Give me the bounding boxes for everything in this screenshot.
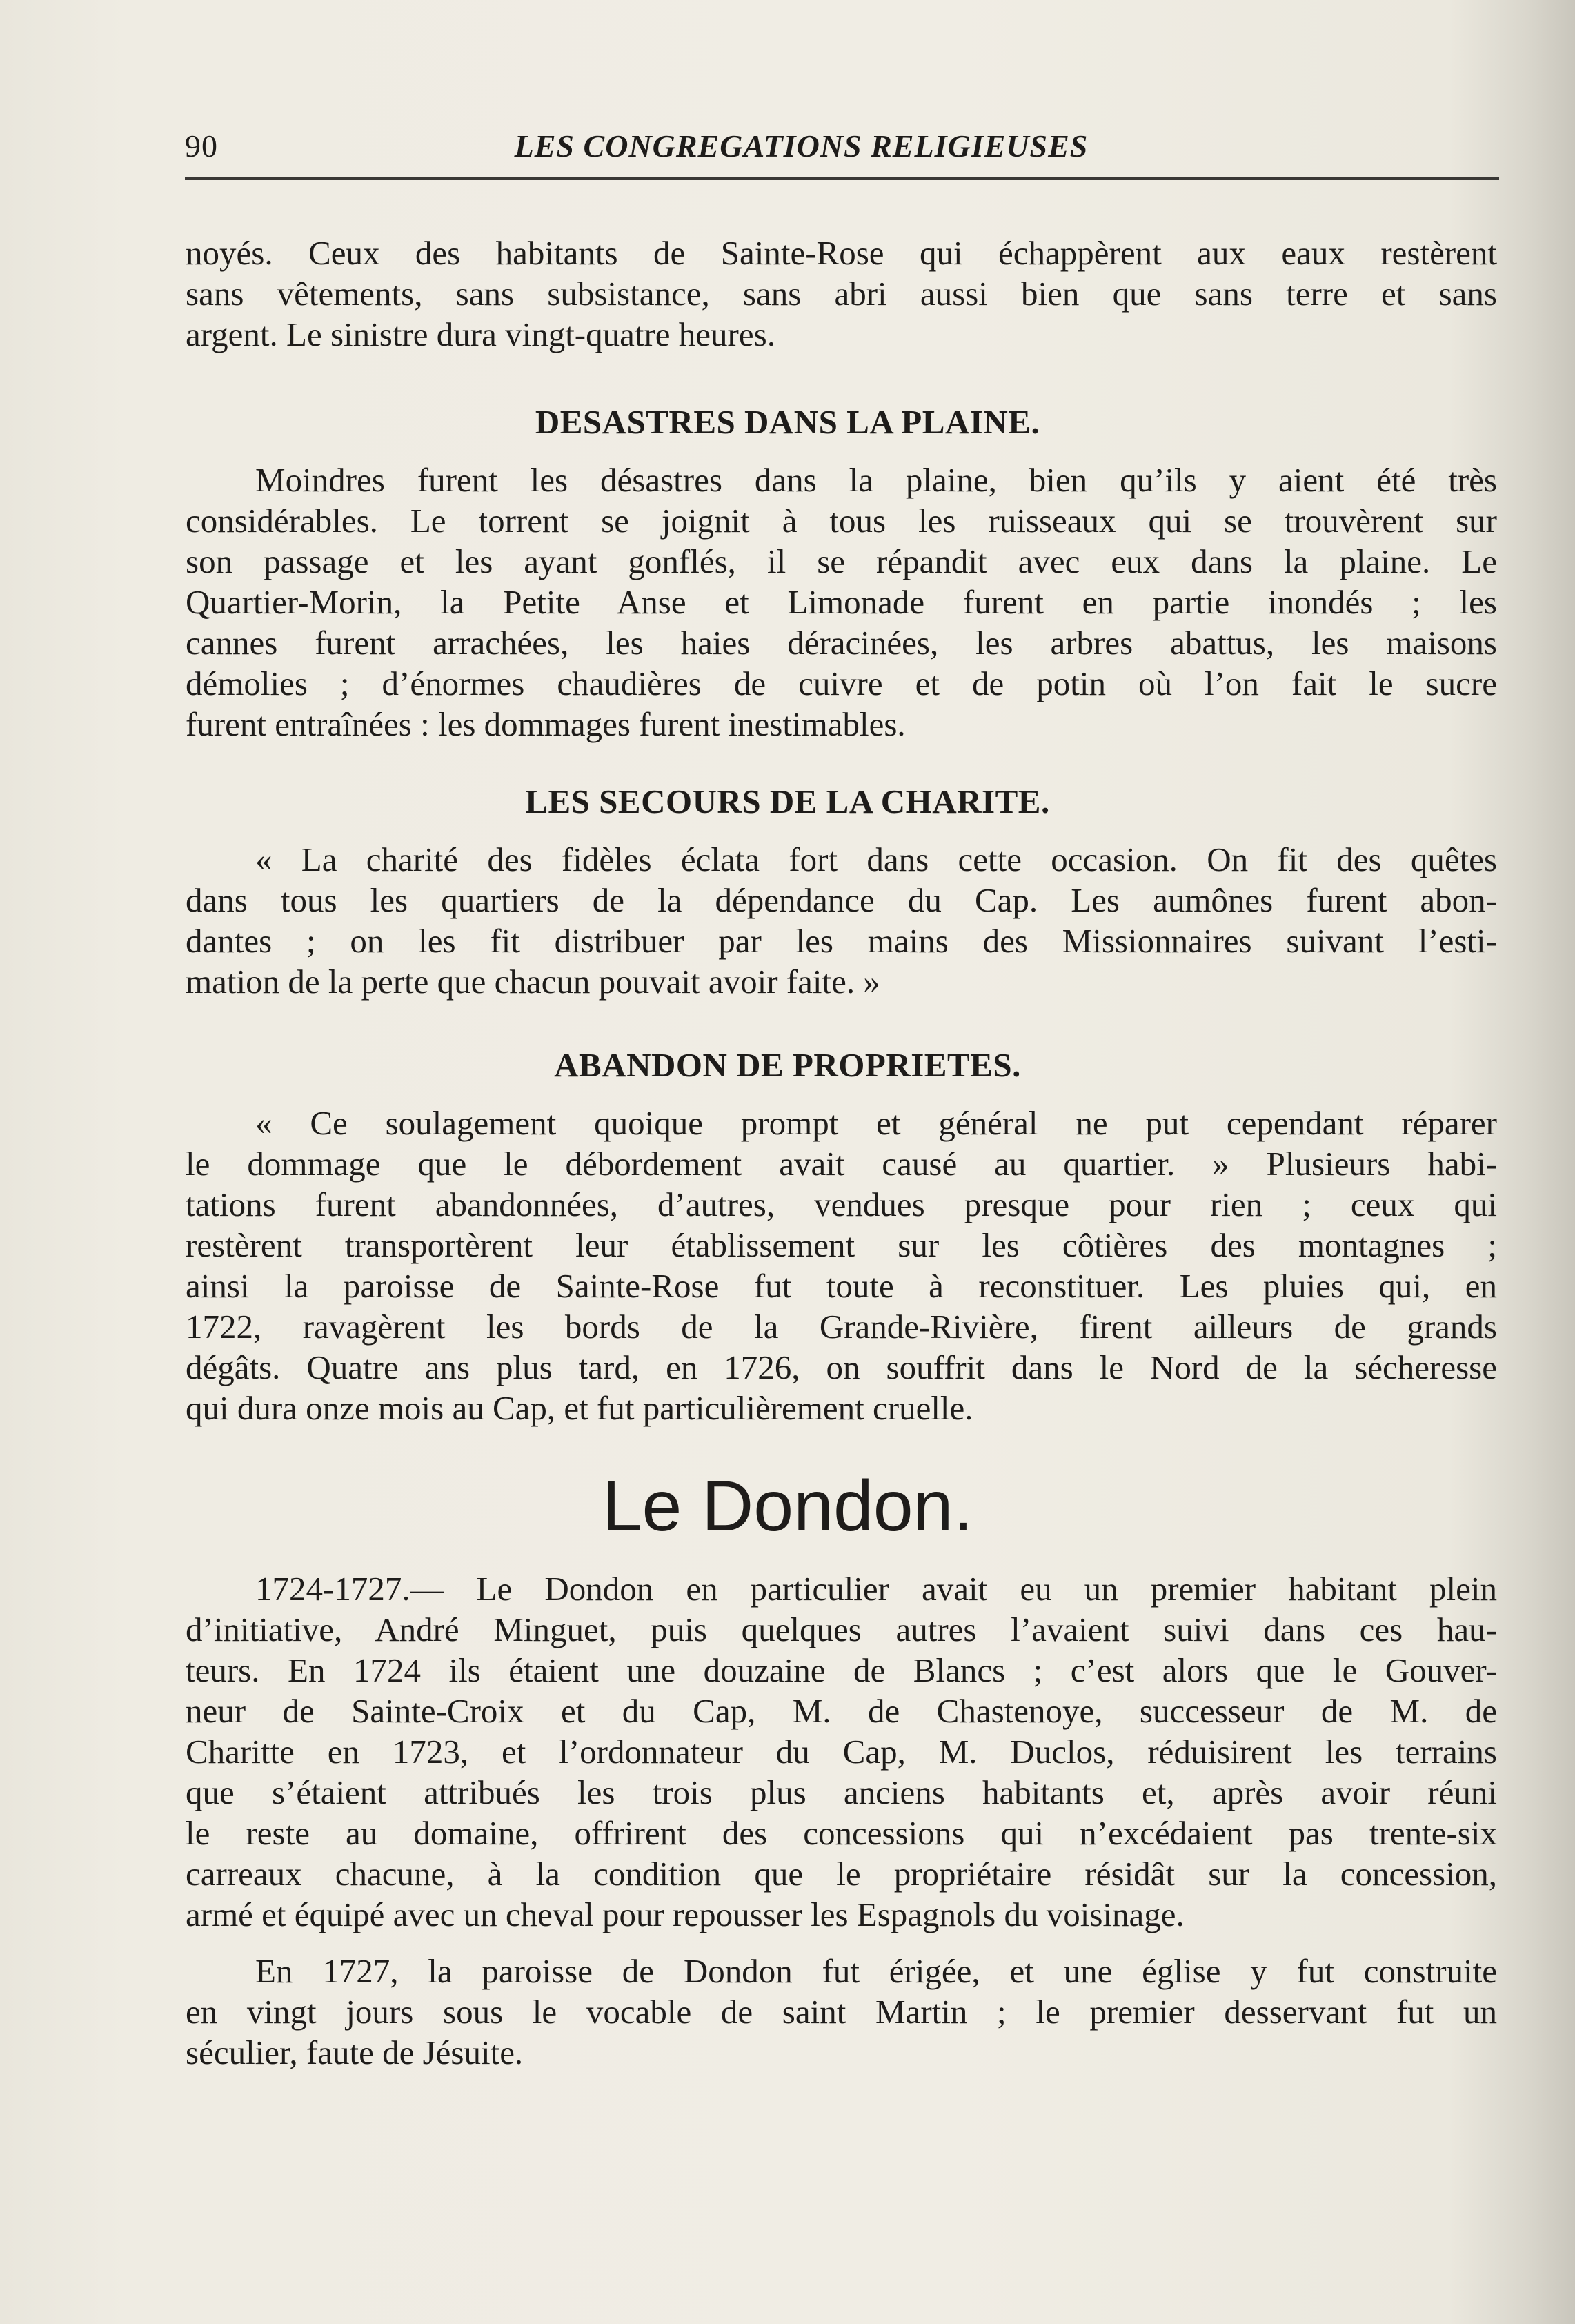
text-line: son passage et les ayant gonflés, il se répandit avec eux dans la plaine. Le <box>186 542 1497 580</box>
text-line: noyés. Ceux des habitants de Sainte-Rose qui échappèrent aux eaux restèrent <box>186 234 1497 272</box>
text-line: que s’étaient attribués les trois plus anciens habitants et, après avoir réuni <box>186 1773 1497 1811</box>
text-line: d’initiative, André Minguet, puis quelques autres l’avaient suivi dans ces hau- <box>186 1611 1497 1648</box>
text-line: le dommage que le débordement avait causé au quartier. » Plusieurs habi- <box>186 1145 1497 1183</box>
paragraph <box>186 1951 1497 2073</box>
text-line: Charitte en 1723, et l’ordonnateur du Cap, M. Duclos, réduisirent les terrains <box>186 1733 1497 1771</box>
paragraph <box>186 1103 1497 1428</box>
text-line: carreaux chacune, à la condition que le propriétaire résidât sur la concession, <box>186 1855 1497 1893</box>
text-line: En 1727, la paroisse de Dondon fut érigée, et une église y fut construite <box>255 1952 1497 1990</box>
paragraph <box>186 839 1497 1002</box>
text-line: Moindres furent les désastres dans la plaine, bien qu’ils y aient été très <box>255 461 1497 499</box>
text-line: « La charité des fidèles éclata fort dans cette occasion. On fit des quêtes <box>255 840 1497 878</box>
text-line: mation de la perte que chacun pouvait avoir faite. » <box>186 963 880 1001</box>
paragraph <box>186 1568 1497 1935</box>
text-line: le reste au domaine, offrirent des concessions qui n’excédaient pas trente-six <box>186 1814 1497 1852</box>
text-line: qui dura onze mois au Cap, et fut particulièrement cruelle. <box>186 1389 973 1427</box>
section-heading: ABANDON DE PROPRIETES. <box>554 1046 1021 1084</box>
page-number: 90 <box>185 128 218 164</box>
text-line: furent entraînées : les dommages furent inestimables. <box>186 705 906 743</box>
text-line: dantes ; on les fit distribuer par les mains des Missionnaires suivant l’esti- <box>186 922 1497 960</box>
paragraph <box>186 233 1497 355</box>
text-line: Quartier-Morin, la Petite Anse et Limonade furent en partie inondés ; les <box>186 583 1497 621</box>
text-line: dans tous les quartiers de la dépendance du Cap. Les aumônes furent abon- <box>186 881 1497 919</box>
text-line: restèrent transportèrent leur établissement sur les côtières des montagnes ; <box>186 1226 1497 1264</box>
text-line: cannes furent arrachées, les haies déracinées, les arbres abattus, les maisons <box>186 624 1497 662</box>
text-line: ainsi la paroisse de Sainte-Rose fut toute à reconstituer. Les pluies qui, en <box>186 1267 1497 1305</box>
text-line: 1724-1727.— Le Dondon en particulier avait eu un premier habitant plein <box>255 1570 1497 1608</box>
header-rule <box>185 177 1499 180</box>
text-line: en vingt jours sous le vocable de saint Martin ; le premier desservant fut un <box>186 1993 1497 2031</box>
text-line: teurs. En 1724 ils étaient une douzaine de Blancs ; c’est alors que le Gouver- <box>186 1651 1497 1689</box>
text-line: séculier, faute de Jésuite. <box>186 2034 524 2071</box>
section-heading: DESASTRES DANS LA PLAINE. <box>535 403 1040 441</box>
text-line: sans vêtements, sans subsistance, sans abri aussi bien que sans terre et sans <box>186 275 1497 313</box>
text-line: dégâts. Quatre ans plus tard, en 1726, on souffrit dans le Nord de la sécheresse <box>186 1348 1497 1386</box>
text-line: armé et équipé avec un cheval pour repousser les Espagnols du voisinage. <box>186 1895 1185 1933</box>
text-line: 1722, ravagèrent les bords de la Grande-Rivière, firent ailleurs de grands <box>186 1308 1497 1346</box>
chapter-title: Le Dondon. <box>602 1466 973 1546</box>
text-line: argent. Le sinistre dura vingt-quatre heures. <box>186 315 775 353</box>
text-line: tations furent abandonnées, d’autres, vendues presque pour rien ; ceux qui <box>186 1185 1497 1223</box>
text-line: « Ce soulagement quoique prompt et général ne put cependant réparer <box>255 1104 1497 1142</box>
section-heading: LES SECOURS DE LA CHARITE. <box>525 782 1050 820</box>
text-line: considérables. Le torrent se joignit à tous les ruisseaux qui se trouvèrent sur <box>186 502 1497 540</box>
running-title: LES CONGREGATIONS RELIGIEUSES <box>514 128 1089 164</box>
paragraph <box>186 460 1497 745</box>
text-line: démolies ; d’énormes chaudières de cuivre et de potin où l’on fait le sucre <box>186 664 1497 702</box>
text-line: neur de Sainte-Croix et du Cap, M. de Chastenoye, successeur de M. de <box>186 1692 1497 1730</box>
